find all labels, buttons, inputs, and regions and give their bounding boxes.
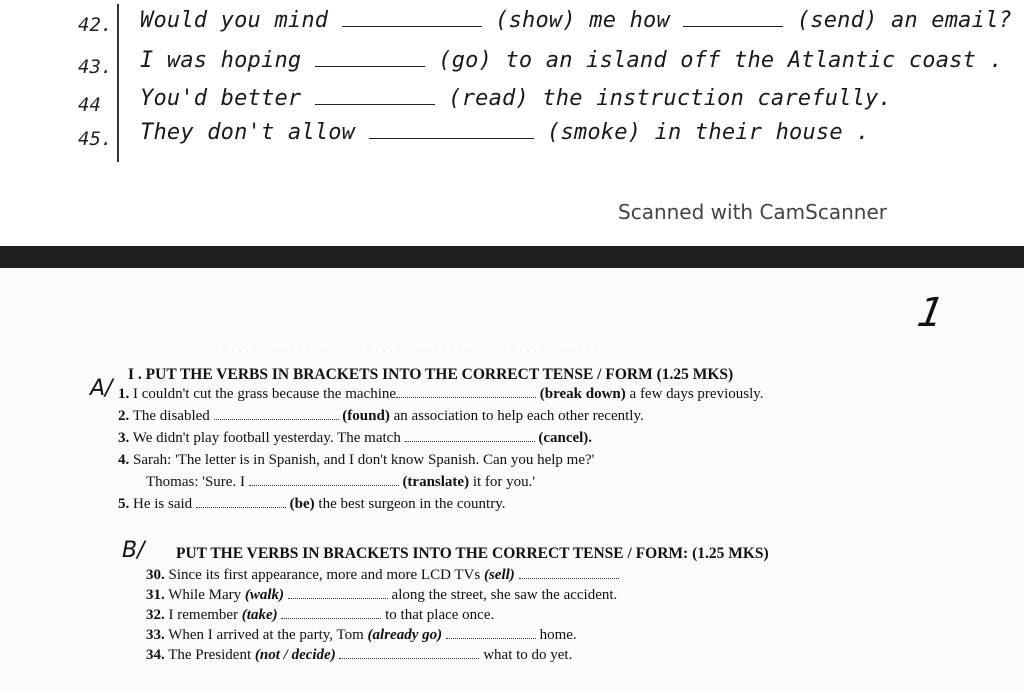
item-text: The President [168, 647, 252, 663]
page-number: 1 [913, 290, 948, 336]
section-b-mark: B/ [122, 538, 145, 563]
handwritten-number: 43. [78, 56, 113, 78]
item-number: 4. [118, 452, 130, 468]
handwritten-text: (smoke) in their house . [547, 120, 870, 145]
item-number: 30. [146, 567, 165, 583]
handwritten-text: (read) the instruction carefully. [448, 86, 892, 111]
item-number: 1. [118, 386, 130, 402]
item-number: 3. [118, 430, 130, 446]
exercise-item-30 [146, 567, 619, 584]
handwritten-number: 42. [78, 14, 113, 36]
bleed-through-text: · · · · · · · · · · · · · · · · · · · · · · · · · · · · · · · · · · · · · · · · · · · · · · · · · · · · · [200, 344, 599, 359]
handwritten-line-42 [140, 8, 1012, 33]
item-text: He is said [133, 496, 193, 512]
answer-blank [249, 474, 399, 486]
answer-blank [405, 430, 535, 442]
camscanner-watermark: Scanned with CamScanner [618, 200, 887, 224]
answer-blank [446, 627, 536, 639]
item-number: 33. [146, 627, 165, 643]
handwritten-text: I was hoping [140, 48, 302, 73]
answer-blank [683, 12, 783, 27]
item-text: along the street, she saw the accident. [391, 587, 618, 603]
item-number: 34. [146, 647, 165, 663]
handwritten-line-45 [140, 120, 870, 145]
handwritten-number: 44 [78, 94, 101, 116]
scanned-page-bottom [0, 268, 1024, 690]
exercise-item-31 [146, 587, 617, 604]
item-text: the best surgeon in the country. [318, 496, 506, 512]
handwritten-text: (send) an email? [796, 8, 1012, 33]
exercise-item-2 [118, 408, 644, 425]
exercise-item-1 [118, 386, 764, 403]
exercise-item-3 [118, 430, 592, 447]
item-text: home. [539, 627, 577, 643]
verb-prompt: (sell) [483, 567, 515, 583]
verb-prompt: (not / decide) [254, 647, 336, 663]
answer-blank [196, 496, 286, 508]
handwritten-text: (show) me how [495, 8, 670, 33]
item-text: to that place once. [385, 607, 495, 623]
verb-prompt: (be) [289, 496, 315, 512]
answer-blank [315, 52, 425, 67]
handwritten-line-44 [140, 86, 892, 111]
exercise-item-5 [118, 496, 505, 513]
answer-blank [519, 567, 619, 579]
item-text: Since its first appearance, more and more LCD TVs [168, 567, 481, 583]
handwritten-number: 45. [78, 128, 113, 150]
item-text: it for you.' [472, 474, 536, 490]
scanned-page-top [0, 0, 1024, 246]
answer-blank [396, 386, 536, 398]
answer-blank [339, 647, 479, 659]
answer-blank [342, 12, 482, 27]
verb-prompt: (found) [342, 408, 390, 424]
item-text: what to do yet. [483, 647, 573, 663]
item-number: 31. [146, 587, 165, 603]
item-text: We didn't play football yesterday. The match [132, 430, 401, 446]
answer-blank [214, 408, 339, 420]
item-text: a few days previously. [629, 386, 764, 402]
exercise-item-4 [118, 452, 594, 469]
verb-prompt: (take) [241, 607, 278, 623]
item-text: The disabled [132, 408, 210, 424]
margin-line [117, 4, 119, 162]
item-text: Thomas: 'Sure. I [146, 474, 245, 490]
item-number: 2. [118, 408, 130, 424]
item-number: 32. [146, 607, 165, 623]
item-text: I couldn't cut the grass because the machine [133, 386, 397, 402]
exercise-item-4-continued [146, 474, 535, 491]
answer-blank [288, 587, 388, 599]
verb-prompt: (walk) [244, 587, 285, 603]
section-b-heading: PUT THE VERBS IN BRACKETS INTO THE CORRECT TENSE / FORM: (1.25 MKS) [176, 545, 769, 562]
handwritten-text: You'd better [140, 86, 302, 111]
handwritten-line-43 [140, 48, 1003, 73]
handwritten-text: Would you mind [140, 8, 329, 33]
item-text: When I arrived at the party, Tom [168, 627, 364, 643]
item-text: I remember [168, 607, 239, 623]
verb-prompt: (cancel). [538, 430, 593, 446]
item-text: While Mary [168, 587, 242, 603]
answer-blank [315, 90, 435, 105]
handwritten-text: (go) to an island off the Atlantic coast . [438, 48, 1003, 73]
section-a-mark: A/ [90, 376, 113, 401]
item-text: an association to help each other recently. [393, 408, 644, 424]
exercise-item-33 [146, 627, 577, 644]
handwritten-text: They don't allow [140, 120, 356, 145]
exercise-item-32 [146, 607, 494, 624]
item-number: 5. [118, 496, 130, 512]
verb-prompt: (already go) [367, 627, 443, 643]
exercise-item-34 [146, 647, 572, 664]
answer-blank [369, 124, 534, 139]
verb-prompt: (translate) [402, 474, 470, 490]
verb-prompt: (break down) [539, 386, 626, 402]
item-text: Sarah: 'The letter is in Spanish, and I don't know Spanish. Can you help me?' [133, 452, 595, 468]
answer-blank [281, 607, 381, 619]
section-a-heading: I . PUT THE VERBS IN BRACKETS INTO THE CORRECT TENSE / FORM (1.25 MKS) [128, 366, 734, 383]
